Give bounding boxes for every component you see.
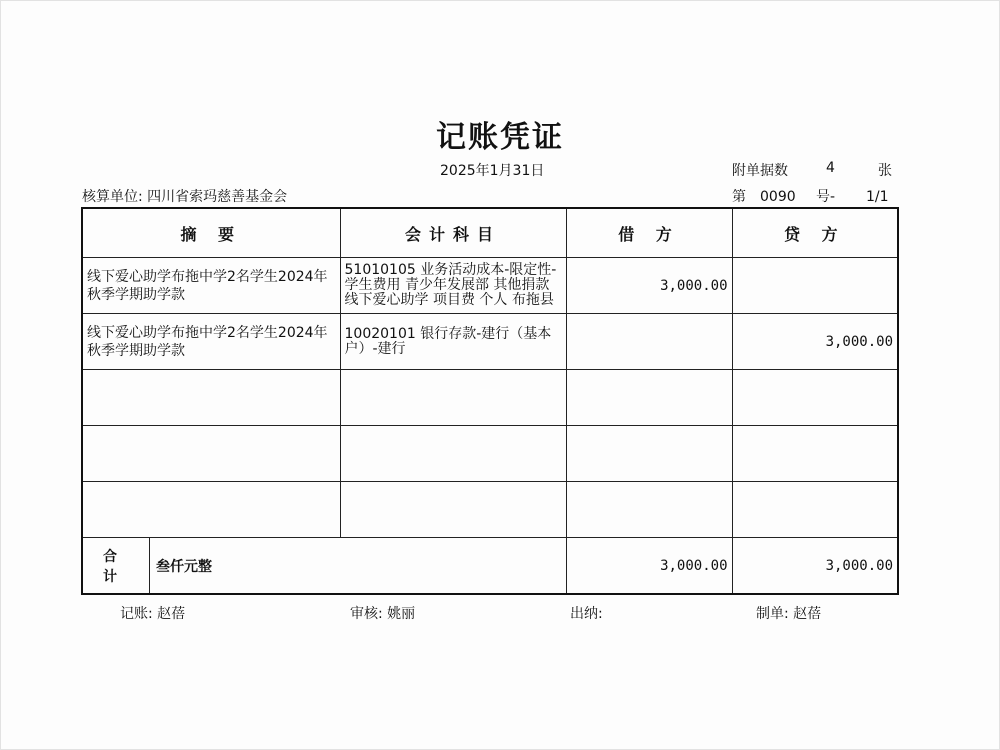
accounting-unit-name: 四川省索玛慈善基金会 [147, 189, 288, 205]
voucher-date: 2025年1月31日 [440, 163, 545, 179]
header-credit: 贷 方 [732, 208, 898, 258]
row-summary: 线下爱心助学布拖中学2名学生2024年秋季学期助学款 [82, 258, 340, 314]
voucher-page: 1/1 [866, 189, 889, 205]
row-debit [566, 482, 732, 538]
row-summary [82, 482, 340, 538]
header-debit: 借 方 [566, 208, 732, 258]
accounting-unit [82, 186, 287, 206]
table-row [82, 258, 898, 314]
row-credit [732, 370, 898, 426]
voucher-title: 记账凭证 [436, 120, 564, 155]
row-account [340, 426, 566, 482]
attachments-unit: 张 [878, 163, 892, 179]
row-debit [566, 314, 732, 370]
row-account: 51010105 业务活动成本-限定性-学生费用 青少年发展部 其他捐款 线下爱心助学 项目费 个人 布拖县 [340, 258, 566, 314]
voucher-number-suffix: 号- [816, 189, 836, 205]
row-credit [732, 482, 898, 538]
total-split [83, 538, 566, 593]
attachments-count: 4 [826, 160, 835, 176]
total-label: 合 计 [83, 538, 150, 593]
header-summary: 摘 要 [82, 208, 340, 258]
bookkeeper-signature: 记账: 赵蓓 [120, 606, 186, 622]
table-row [82, 482, 898, 538]
table-row [82, 314, 898, 370]
total-debit: 3,000.00 [566, 538, 732, 595]
row-summary [82, 426, 340, 482]
table-header-row [82, 208, 898, 258]
table-row [82, 426, 898, 482]
voucher-number [732, 186, 889, 206]
table-row [82, 370, 898, 426]
cashier-signature: 出纳: [570, 606, 603, 622]
row-debit: 3,000.00 [566, 258, 732, 314]
total-credit: 3,000.00 [732, 538, 898, 595]
voucher-table [81, 207, 899, 595]
row-summary: 线下爱心助学布拖中学2名学生2024年秋季学期助学款 [82, 314, 340, 370]
attachments-label: 附单据数 [732, 163, 788, 179]
row-debit [566, 370, 732, 426]
total-row [82, 538, 898, 595]
total-amount-words: 叁仟元整 [156, 558, 212, 575]
row-summary [82, 370, 340, 426]
header-account: 会计科目 [340, 208, 566, 258]
row-credit: 3,000.00 [732, 314, 898, 370]
row-credit [732, 426, 898, 482]
voucher-number-label: 第 [732, 189, 746, 205]
row-account [340, 370, 566, 426]
total-cell [82, 538, 566, 595]
row-account [340, 482, 566, 538]
row-debit [566, 426, 732, 482]
voucher-number-value: 0090 [760, 189, 796, 205]
reviewer-signature: 审核: 姚丽 [350, 606, 416, 622]
preparer-signature: 制单: 赵蓓 [756, 606, 822, 622]
row-account: 10020101 银行存款-建行（基本户）-建行 [340, 314, 566, 370]
row-credit [732, 258, 898, 314]
accounting-unit-label: 核算单位: [82, 189, 143, 205]
